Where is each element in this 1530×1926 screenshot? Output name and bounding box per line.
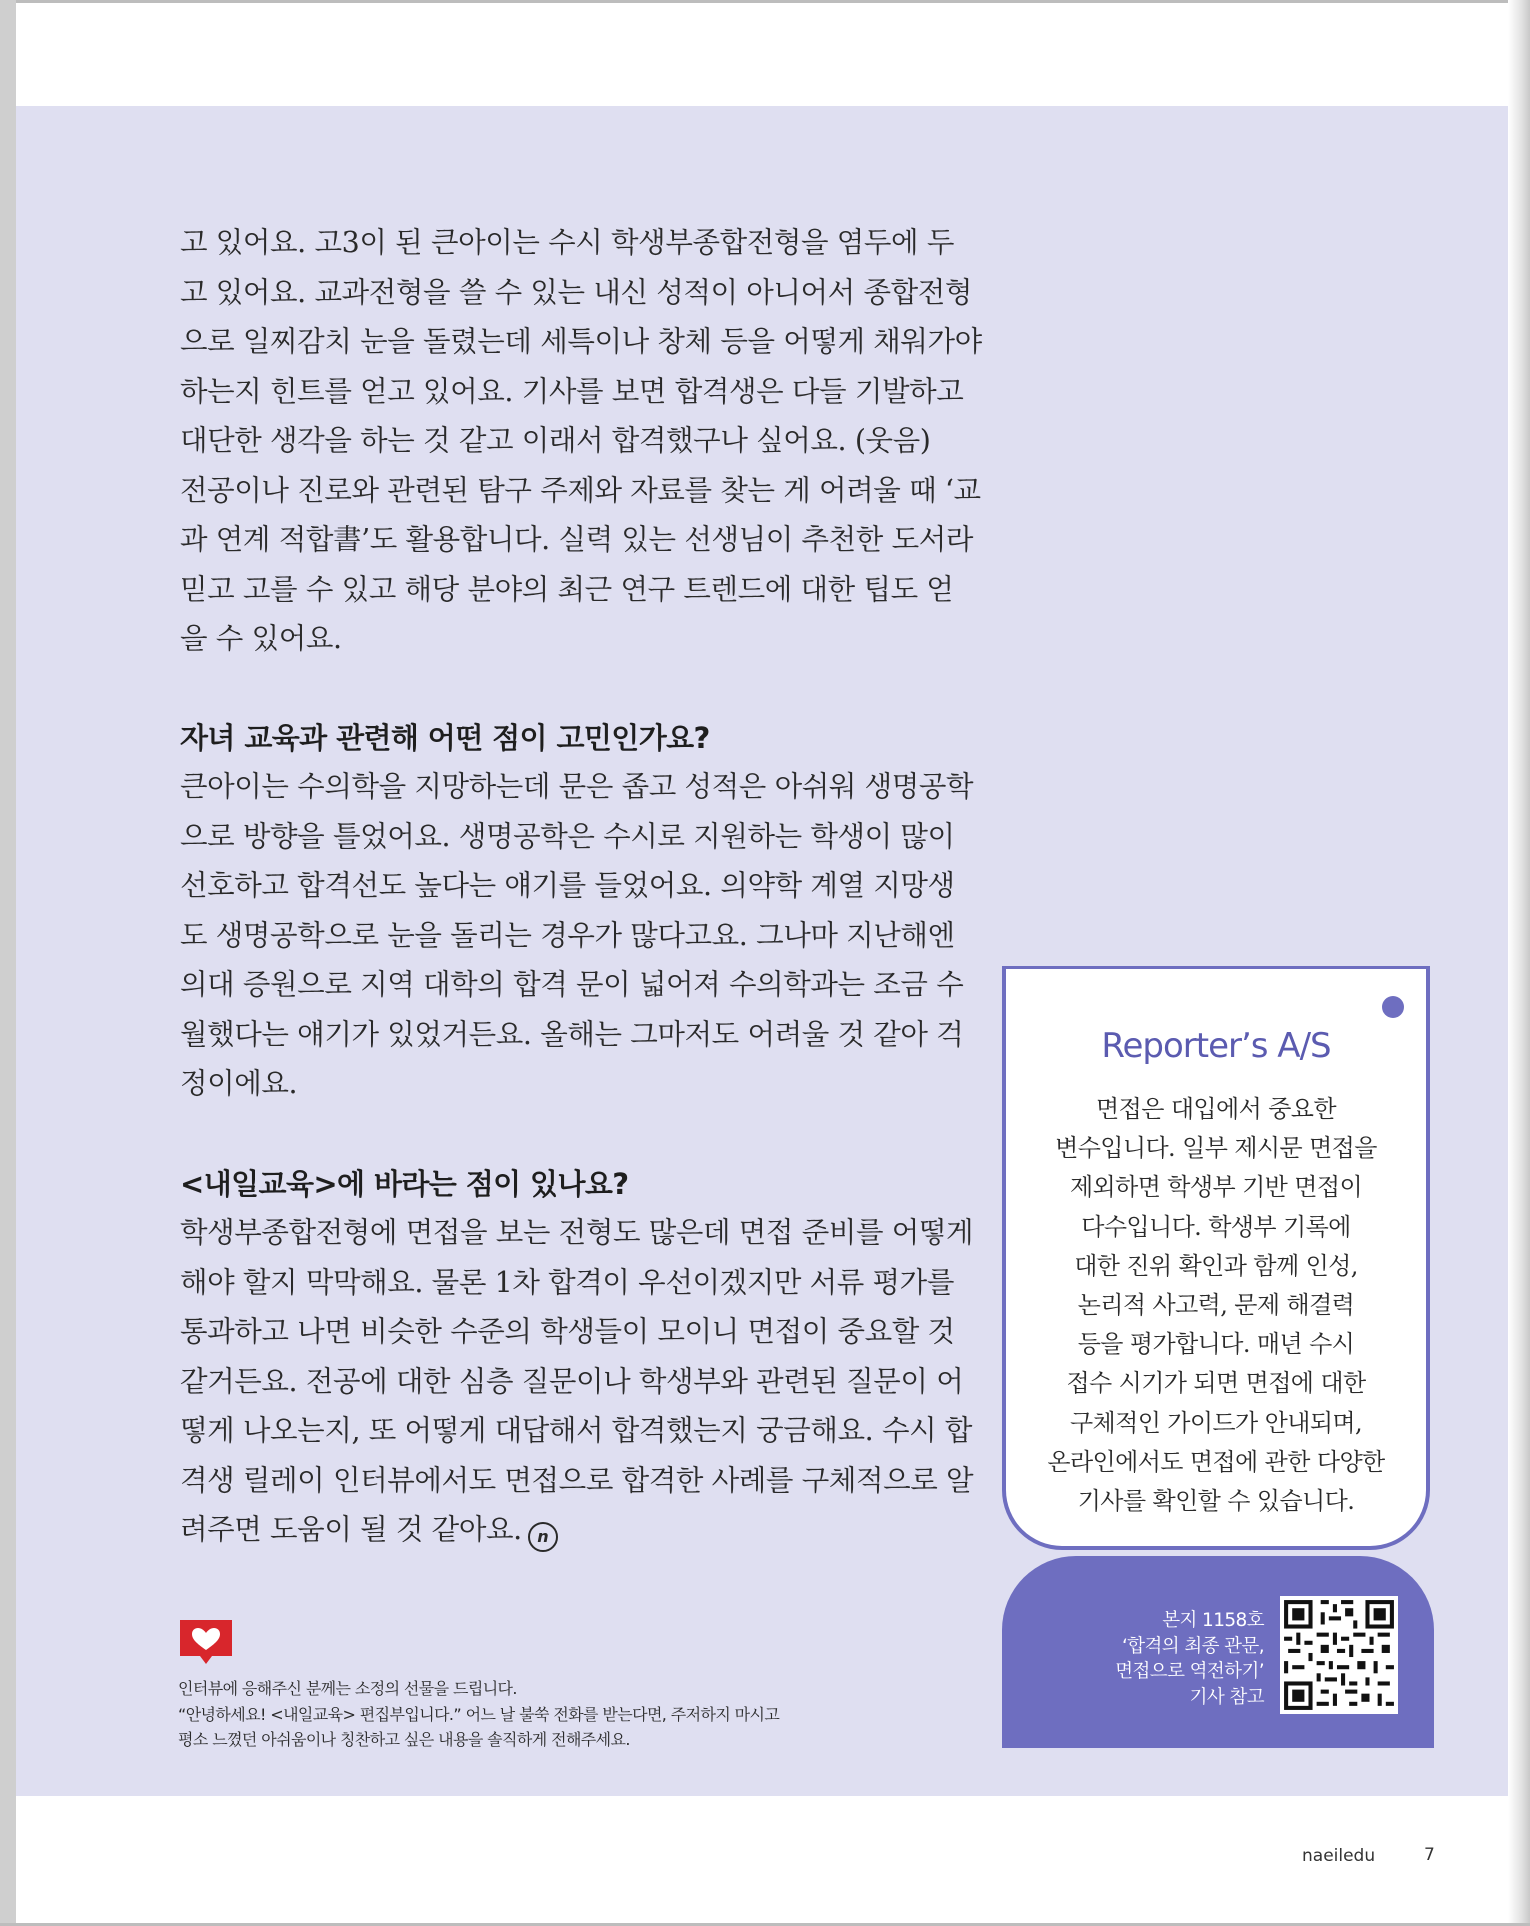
text-line: 떻게 나오는지, 또 어떻게 대답해서 합격했는지 궁금해요. 수시 합	[180, 1414, 973, 1447]
text-line: 통과하고 나면 비슷한 수준의 학생들이 모이니 면접이 중요할 것	[180, 1315, 955, 1348]
reference-text	[1060, 1608, 1264, 1710]
text-line: 의대 증원으로 지역 대학의 합격 문이 넓어져 수의학과는 조금 수	[180, 968, 964, 1001]
question-heading-2: <내일교육>에 바라는 점이 있나요?	[180, 1167, 629, 1201]
text-line: 대단한 생각을 하는 것 같고 이래서 합격했구나 싶어요. (웃음)	[180, 424, 931, 457]
text-line: 인터뷰에 응해주신 분께는 소정의 선물을 드립니다.	[178, 1679, 517, 1698]
answer-paragraph-1	[180, 762, 974, 1109]
text-line: 믿고 고를 수 있고 해당 분야의 최근 연구 트렌드에 대한 팁도 얻	[180, 572, 954, 606]
text-line: 면접은 대입에서 중요한	[1096, 1095, 1336, 1123]
text-line: 으로 일찌감치 눈을 돌렸는데 세특이나 창체 등을 어떻게 채워가야	[180, 325, 982, 358]
text-line: 논리적 사고력, 문제 해결력	[1077, 1291, 1355, 1320]
text-line: 구체적인 가이드가 안내되며,	[1069, 1408, 1363, 1437]
text-line: 격생 릴레이 인터뷰에서도 면접으로 합격한 사례를 구체적으로 알	[180, 1463, 974, 1497]
qr-code-icon[interactable]	[1280, 1596, 1398, 1714]
text-line: 선호하고 합격선도 높다는 얘기를 들었어요. 의약학 계열 지망생	[180, 869, 955, 902]
text-line: 대한 진위 확인과 함께 인성,	[1074, 1251, 1358, 1280]
text-line: 해야 할지 막막해요. 물론 1차 합격이 우선이겠지만 서류 평가를	[180, 1265, 954, 1299]
page-frame-left	[0, 0, 16, 1926]
text-line: 평소 느꼈던 아쉬움이나 칭찬하고 싶은 내용을 솔직하게 전해주세요.	[178, 1730, 630, 1749]
page-frame-top	[0, 0, 1530, 3]
text-line: 고 있어요. 고3이 된 큰아이는 수시 학생부종합전형을 염두에 두	[180, 226, 954, 259]
text-line: 기사 참고	[1189, 1686, 1264, 1708]
text-line: 본지 1158호	[1162, 1610, 1264, 1631]
heart-icon	[178, 1620, 234, 1666]
reporter-as-body	[1002, 1090, 1430, 1521]
text-line: 을 수 있어요.	[180, 622, 342, 655]
text-line: 학생부종합전형에 면접을 보는 전형도 많은데 면접 준비를 어떻게	[180, 1216, 974, 1249]
end-mark-icon: n	[528, 1522, 558, 1552]
card-dot-icon	[1382, 996, 1404, 1018]
text-line: 같거든요. 전공에 대한 심층 질문이나 학생부와 관련된 질문이 어	[180, 1364, 964, 1398]
text-line: 월했다는 얘기가 있었거든요. 올해는 그마저도 어려울 것 같아 걱	[180, 1017, 964, 1051]
text-line: 큰아이는 수의학을 지망하는데 문은 좁고 성적은 아쉬워 생명공학	[180, 770, 974, 803]
text-line: ‘합격의 최종 관문,	[1121, 1635, 1264, 1657]
text-line: 기사를 확인할 수 있습니다.	[1077, 1487, 1355, 1516]
text-line: 하는지 힌트를 얻고 있어요. 기사를 보면 합격생은 다들 기발하고	[180, 374, 964, 408]
text-line: 고 있어요. 교과전형을 쓸 수 있는 내신 성적이 아니어서 종합전형	[180, 275, 973, 309]
text-line: 접수 시기가 되면 면접에 대한	[1066, 1369, 1366, 1398]
footnote	[178, 1676, 938, 1753]
reporter-as-title: Reporter’s A/S	[1101, 1026, 1331, 1066]
text-line: 정이에요.	[180, 1067, 298, 1100]
folio-brand: naeiledu	[1302, 1846, 1376, 1866]
text-line: 도 생명공학으로 눈을 돌리는 경우가 많다고요. 그나마 지난해엔	[180, 918, 955, 952]
text-line: 과 연계 적합書’도 활용합니다. 실력 있는 선생님이 추천한 도서라	[180, 523, 973, 556]
text-line: 온라인에서도 면접에 관한 다양한	[1047, 1447, 1385, 1476]
page-curl-shadow	[1508, 0, 1530, 1926]
text-line: 면접으로 역전하기’	[1115, 1661, 1264, 1682]
text-line	[180, 1505, 920, 1555]
text-line: 제외하면 학생부 기반 면접이	[1069, 1173, 1363, 1202]
text-line: 다수입니다. 학생부 기록에	[1081, 1212, 1351, 1241]
text-line: 등을 평가합니다. 매년 수시	[1077, 1330, 1355, 1359]
text-line: 으로 방향을 틀었어요. 생명공학은 수시로 지원하는 학생이 많이	[180, 819, 955, 853]
answer-paragraph-2	[180, 1208, 974, 1555]
intro-paragraph	[180, 218, 982, 664]
text-line: 변수입니다. 일부 제시문 면접을	[1055, 1134, 1377, 1163]
question-heading-1: 자녀 교육과 관련해 어떤 점이 고민인가요?	[180, 721, 710, 755]
text-line: “안녕하세요! <내일교육> 편집부입니다.” 어느 날 불쑥 전화를 받는다면, 주저하지 마시고	[178, 1704, 780, 1724]
text-line-content: 려주면 도움이 될 것 같아요.	[180, 1513, 522, 1546]
page-number: 7	[1424, 1845, 1435, 1865]
text-line: 전공이나 진로와 관련된 탐구 주제와 자료를 찾는 게 어려울 때 ‘교	[180, 473, 981, 507]
